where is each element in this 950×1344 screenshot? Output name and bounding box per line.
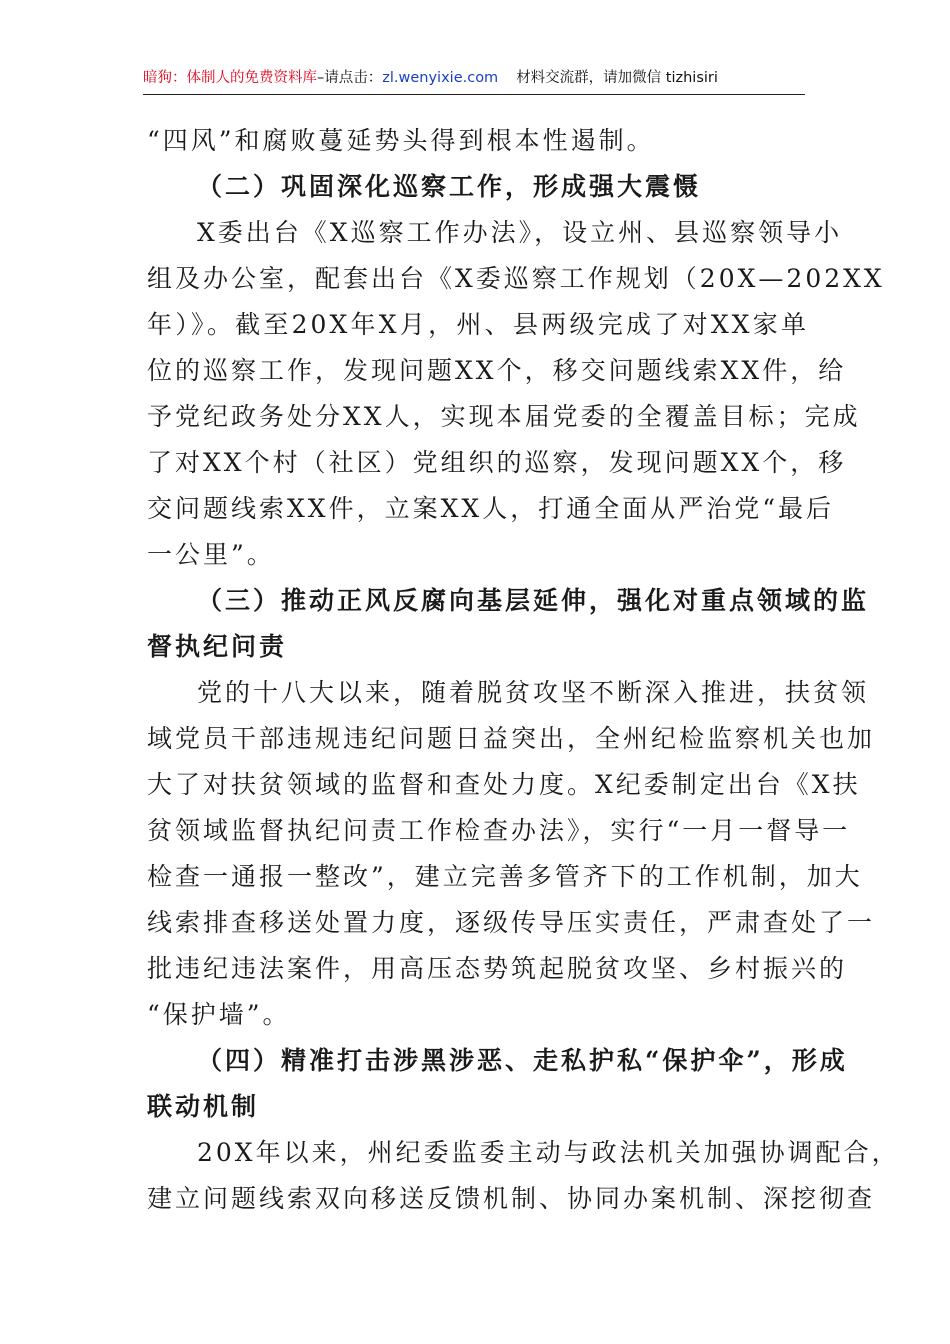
paragraph-line: 检查一通报一整改”，建立完善多管齐下的工作机制，加大 — [147, 862, 863, 891]
section-heading: （三）推动正风反腐向基层延伸，强化对重点领域的监 — [197, 586, 870, 615]
paragraph-line: 20X年以来，州纪委监委主动与政法机关加强协调配合， — [197, 1138, 900, 1167]
paragraph-line: 年）》。截至20X年X月，州、县两级完成了对XX家单 — [147, 310, 809, 339]
paragraph-line: 交问题线索XX件，立案XX人，打通全面从严治党“最后 — [147, 494, 834, 523]
page-header — [143, 62, 805, 95]
paragraph-line: 线索排查移送处置力度，逐级传导压实责任，严肃查处了一 — [147, 908, 876, 937]
paragraph-line: 位的巡察工作，发现问题XX个，移交问题线索XX件，给 — [147, 356, 847, 385]
section-heading: （二）巩固深化巡察工作，形成强大震慑 — [197, 172, 702, 201]
paragraph-line: 大了对扶贫领域的监督和查处力度。X纪委制定出台《X扶 — [147, 770, 861, 799]
header-contact: 材料交流群，请加微信 tizhisiri — [516, 70, 718, 86]
header-cta: –请点击： — [317, 70, 383, 86]
paragraph-line: “四风”和腐败蔓延势头得到根本性遏制。 — [147, 126, 655, 155]
header-brand: 暗狗：体制人的免费资料库 — [143, 70, 317, 86]
paragraph-line: 批违纪违法案件，用高压态势筑起脱贫攻坚、乡村振兴的 — [147, 954, 848, 983]
paragraph-line: 贫领域监督执纪问责工作检查办法》，实行“一月一督导一 — [147, 816, 851, 845]
paragraph-line: 建立问题线索双向移送反馈机制、协同办案机制、深挖彻查 — [147, 1184, 876, 1213]
section-heading: 联动机制 — [147, 1092, 260, 1121]
paragraph-line: 组及办公室，配套出台《X委巡察工作规划（20X—202XX — [147, 264, 885, 293]
paragraph-line: 予党纪政务处分XX人，实现本届党委的全覆盖目标；完成 — [147, 402, 861, 431]
document-body — [147, 118, 900, 1222]
paragraph-line: X委出台《X巡察工作办法》，设立州、县巡察领导小 — [197, 218, 843, 247]
section-heading: （四）精准打击涉黑涉恶、走私护私“保护伞”，形成 — [197, 1046, 848, 1075]
paragraph-line: 党的十八大以来，随着脱贫攻坚不断深入推进，扶贫领 — [197, 678, 870, 707]
paragraph-line: 一公里”。 — [147, 540, 275, 569]
section-heading: 督执纪问责 — [147, 632, 288, 661]
header-site-link[interactable]: zl.wenyixie.com — [382, 70, 499, 86]
paragraph-line: “保护墙”。 — [147, 1000, 291, 1029]
paragraph-line: 了对XX个村（社区）党组织的巡察，发现问题XX个，移 — [147, 448, 847, 477]
paragraph-line: 域党员干部违规违纪问题日益突出，全州纪检监察机关也加 — [147, 724, 876, 753]
